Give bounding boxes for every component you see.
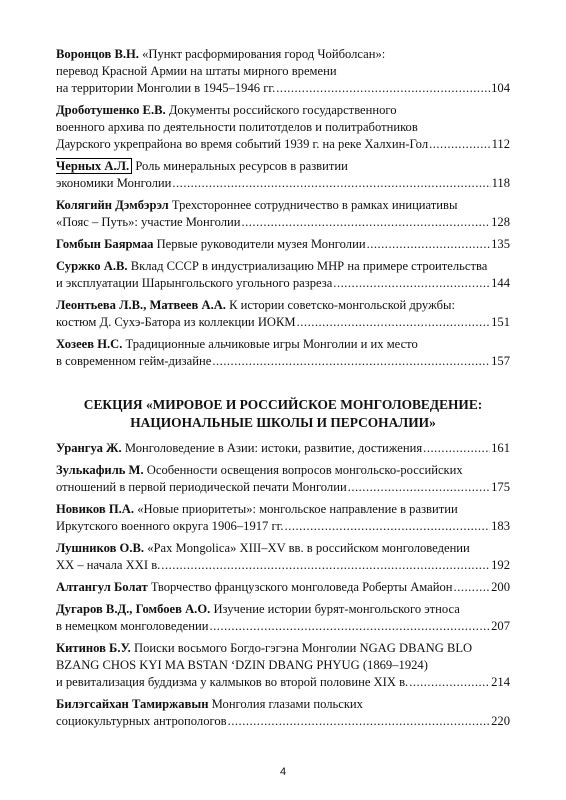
toc-author: Гомбын Баярмаа [56,237,154,251]
toc-author: Лушников О.В. [56,541,145,555]
toc-page-number: 220 [491,714,510,728]
toc-title-text: перевод Красной Армии на штаты мирного времени [56,64,337,78]
toc-leader-dots [285,518,491,535]
toc-title-text: Особенности освещения вопросов монгольско-российских [146,463,463,477]
toc-page-number: 128 [491,215,510,229]
toc-leader-dots [212,353,490,370]
toc-title-text: Поиски восьмого Богдо-гэгэна Монголии NGAG DBANG BLO [134,641,473,655]
toc-title-text: и ревитализация буддизма у калмыков во второй половине XIX в. [56,675,409,689]
toc-last-line [56,479,510,496]
toc-title-line [56,258,510,275]
toc-title-text: «Pax Mongolica» XIII–XV вв. в российском монголоведении [147,541,470,555]
toc-last-line [56,314,510,331]
toc-leader-dots [172,175,490,192]
page-number: 4 [279,766,287,778]
toc-title-text: Первые руководители музея Монголии [156,237,366,251]
toc-page-number: 144 [491,276,510,290]
toc-last-line [56,353,510,370]
toc-title-line [56,501,510,518]
toc-entry [56,158,510,192]
toc-title-line [56,462,510,479]
toc-title-wrapper [56,579,453,596]
toc-entry [56,440,510,457]
toc-title-text: военного архива по деятельности политотделов и политработников [56,120,418,134]
toc-title-text: BZANG CHOS KYI MA BSTAN ‘DZIN DBANG PHYUG (1869–1924) [56,658,428,672]
toc-leader-dots [348,479,490,496]
toc-title-wrapper [56,236,366,253]
toc-entry [56,696,510,730]
toc-title-text: Даурского укрепрайона во время событий 1939 г. на реке Халхин-Гол [56,137,429,151]
toc-title-text: Вклад СССР в индустриализацию МНР на примере строительства [130,259,488,273]
toc-title-line [56,102,510,119]
toc-leader-dots [209,618,490,635]
toc-title-text: на территории Монголии в 1945–1946 гг. [56,81,276,95]
toc-author: Колягийн Дэмбэрэл [56,198,169,212]
toc-entry [56,46,510,97]
toc-title-text: Традиционные альчиковые игры Монголии и их место [125,337,418,351]
section-heading-line-1: СЕКЦИЯ «МИРОВОЕ И РОССИЙСКОЕ МОНГОЛОВЕДЕНИЕ: [83,397,483,412]
toc-title-text: и эксплуатации Шарынгольского угольного разреза [56,276,333,290]
toc-last-line [56,236,510,253]
toc-title-text: Монголоведение в Азии: истоки, развитие, достижения [124,441,423,455]
toc-page-number: 104 [491,81,510,95]
toc-title-line [56,197,510,214]
toc-author: Новиков П.А. [56,502,135,516]
toc-leader-dots [276,80,490,97]
toc-page-number: 207 [491,619,510,633]
toc-title-text: XX – начала XXI в. [56,558,161,572]
toc-title-text: Творчество французского монголоведа Роберты Амайон [150,580,453,594]
toc-title-line [56,657,510,674]
toc-leader-dots [367,236,491,253]
toc-author: Черных А.Л. [56,158,132,174]
toc-title-line [56,640,510,657]
table-of-contents [56,46,510,735]
toc-last-line [56,136,510,153]
toc-bottom-list [56,440,510,730]
toc-last-line [56,214,510,231]
toc-title-text: социокультурных антропологов [56,714,227,728]
toc-top-list [56,46,510,370]
toc-title-text: «Пункт расформирования город Чойболсан»: [142,47,386,61]
toc-title-text: «Пояс – Путь»: участие Монголии [56,215,241,229]
toc-last-line [56,440,510,457]
toc-title-text: Трехстороннее сотрудничество в рамках инициативы [171,198,458,212]
toc-title-text: экономики Монголии [56,176,172,190]
toc-page-number: 175 [491,480,510,494]
toc-page-number: 151 [491,315,510,329]
toc-leader-dots [161,557,490,574]
section-heading-line-2: НАЦИОНАЛЬНЫЕ ШКОЛЫ И ПЕРСОНАЛИИ» [130,415,436,430]
toc-title-wrapper [56,440,422,457]
toc-title-line [56,601,510,618]
toc-entry [56,258,510,292]
toc-author: Дроботушенко Е.В. [56,103,166,117]
toc-last-line [56,518,510,535]
toc-last-line [56,713,510,730]
toc-page-number: 112 [491,137,510,151]
toc-author: Билэгсайхан Тамиржавын [56,697,209,711]
toc-entry [56,297,510,331]
toc-leader-dots [409,674,490,691]
toc-author: Леонтьева Л.В., Матвеев А.А. [56,298,226,312]
toc-page-number: 135 [491,237,510,251]
toc-page-number: 183 [491,519,510,533]
toc-entry [56,336,510,370]
toc-title-text: в немецком монголоведении [56,619,209,633]
toc-leader-dots [423,440,490,457]
toc-title-line [56,297,510,314]
toc-title-text: «Новые приоритеты»: монгольское направление в развитии [137,502,458,516]
toc-author: Хозеев Н.С. [56,337,123,351]
toc-last-line [56,579,510,596]
toc-title-text: Монголия глазами польских [211,697,363,711]
toc-page-number: 161 [491,441,510,455]
toc-last-line [56,175,510,192]
toc-entry [56,579,510,596]
toc-title-line [56,696,510,713]
toc-page-number: 118 [491,176,510,190]
toc-author: Воронцов В.Н. [56,47,139,61]
toc-entry [56,462,510,496]
toc-title-text: Изучение истории бурят-монгольского этноса [213,602,460,616]
toc-page-number: 157 [491,354,510,368]
section-heading [56,396,510,432]
toc-entry [56,197,510,231]
toc-title-text: отношений в первой периодической печати Монголии [56,480,347,494]
toc-title-text: Роль минеральных ресурсов в развитии [135,159,348,173]
toc-page-number: 214 [491,675,510,689]
toc-leader-dots [297,314,490,331]
toc-page-number: 200 [491,580,510,594]
toc-entry [56,640,510,691]
toc-entry [56,601,510,635]
toc-title-text: Документы российского государственного [168,103,397,117]
toc-entry [56,102,510,153]
toc-entry [56,236,510,253]
toc-title-text: костюм Д. Сухэ-Батора из коллекции ИОКМ [56,315,296,329]
toc-leader-dots [228,713,491,730]
toc-page-number: 192 [491,558,510,572]
toc-author: Зулькафиль М. [56,463,144,477]
toc-title-line [56,119,510,136]
toc-last-line [56,275,510,292]
toc-title-line [56,336,510,353]
toc-author: Дугаров В.Д., Гомбоев А.О. [56,602,211,616]
toc-last-line [56,80,510,97]
toc-leader-dots [454,579,491,596]
toc-last-line [56,557,510,574]
toc-title-line [56,63,510,80]
toc-title-text: Иркутского военного округа 1906–1917 гг. [56,519,284,533]
toc-leader-dots [333,275,490,292]
toc-last-line [56,674,510,691]
toc-last-line [56,618,510,635]
toc-title-line [56,46,510,63]
toc-entry [56,540,510,574]
toc-title-line [56,158,510,175]
toc-title-text: К истории советско-монгольской дружбы: [229,298,455,312]
toc-title-text: в современном гейм-дизайне [56,354,212,368]
toc-entry [56,501,510,535]
toc-author: Алтангул Болат [56,580,148,594]
toc-title-line [56,540,510,557]
toc-author: Суржко А.В. [56,259,128,273]
toc-author: Урангуа Ж. [56,441,122,455]
toc-leader-dots [241,214,490,231]
toc-author: Китинов Б.У. [56,641,131,655]
toc-leader-dots [429,136,490,153]
